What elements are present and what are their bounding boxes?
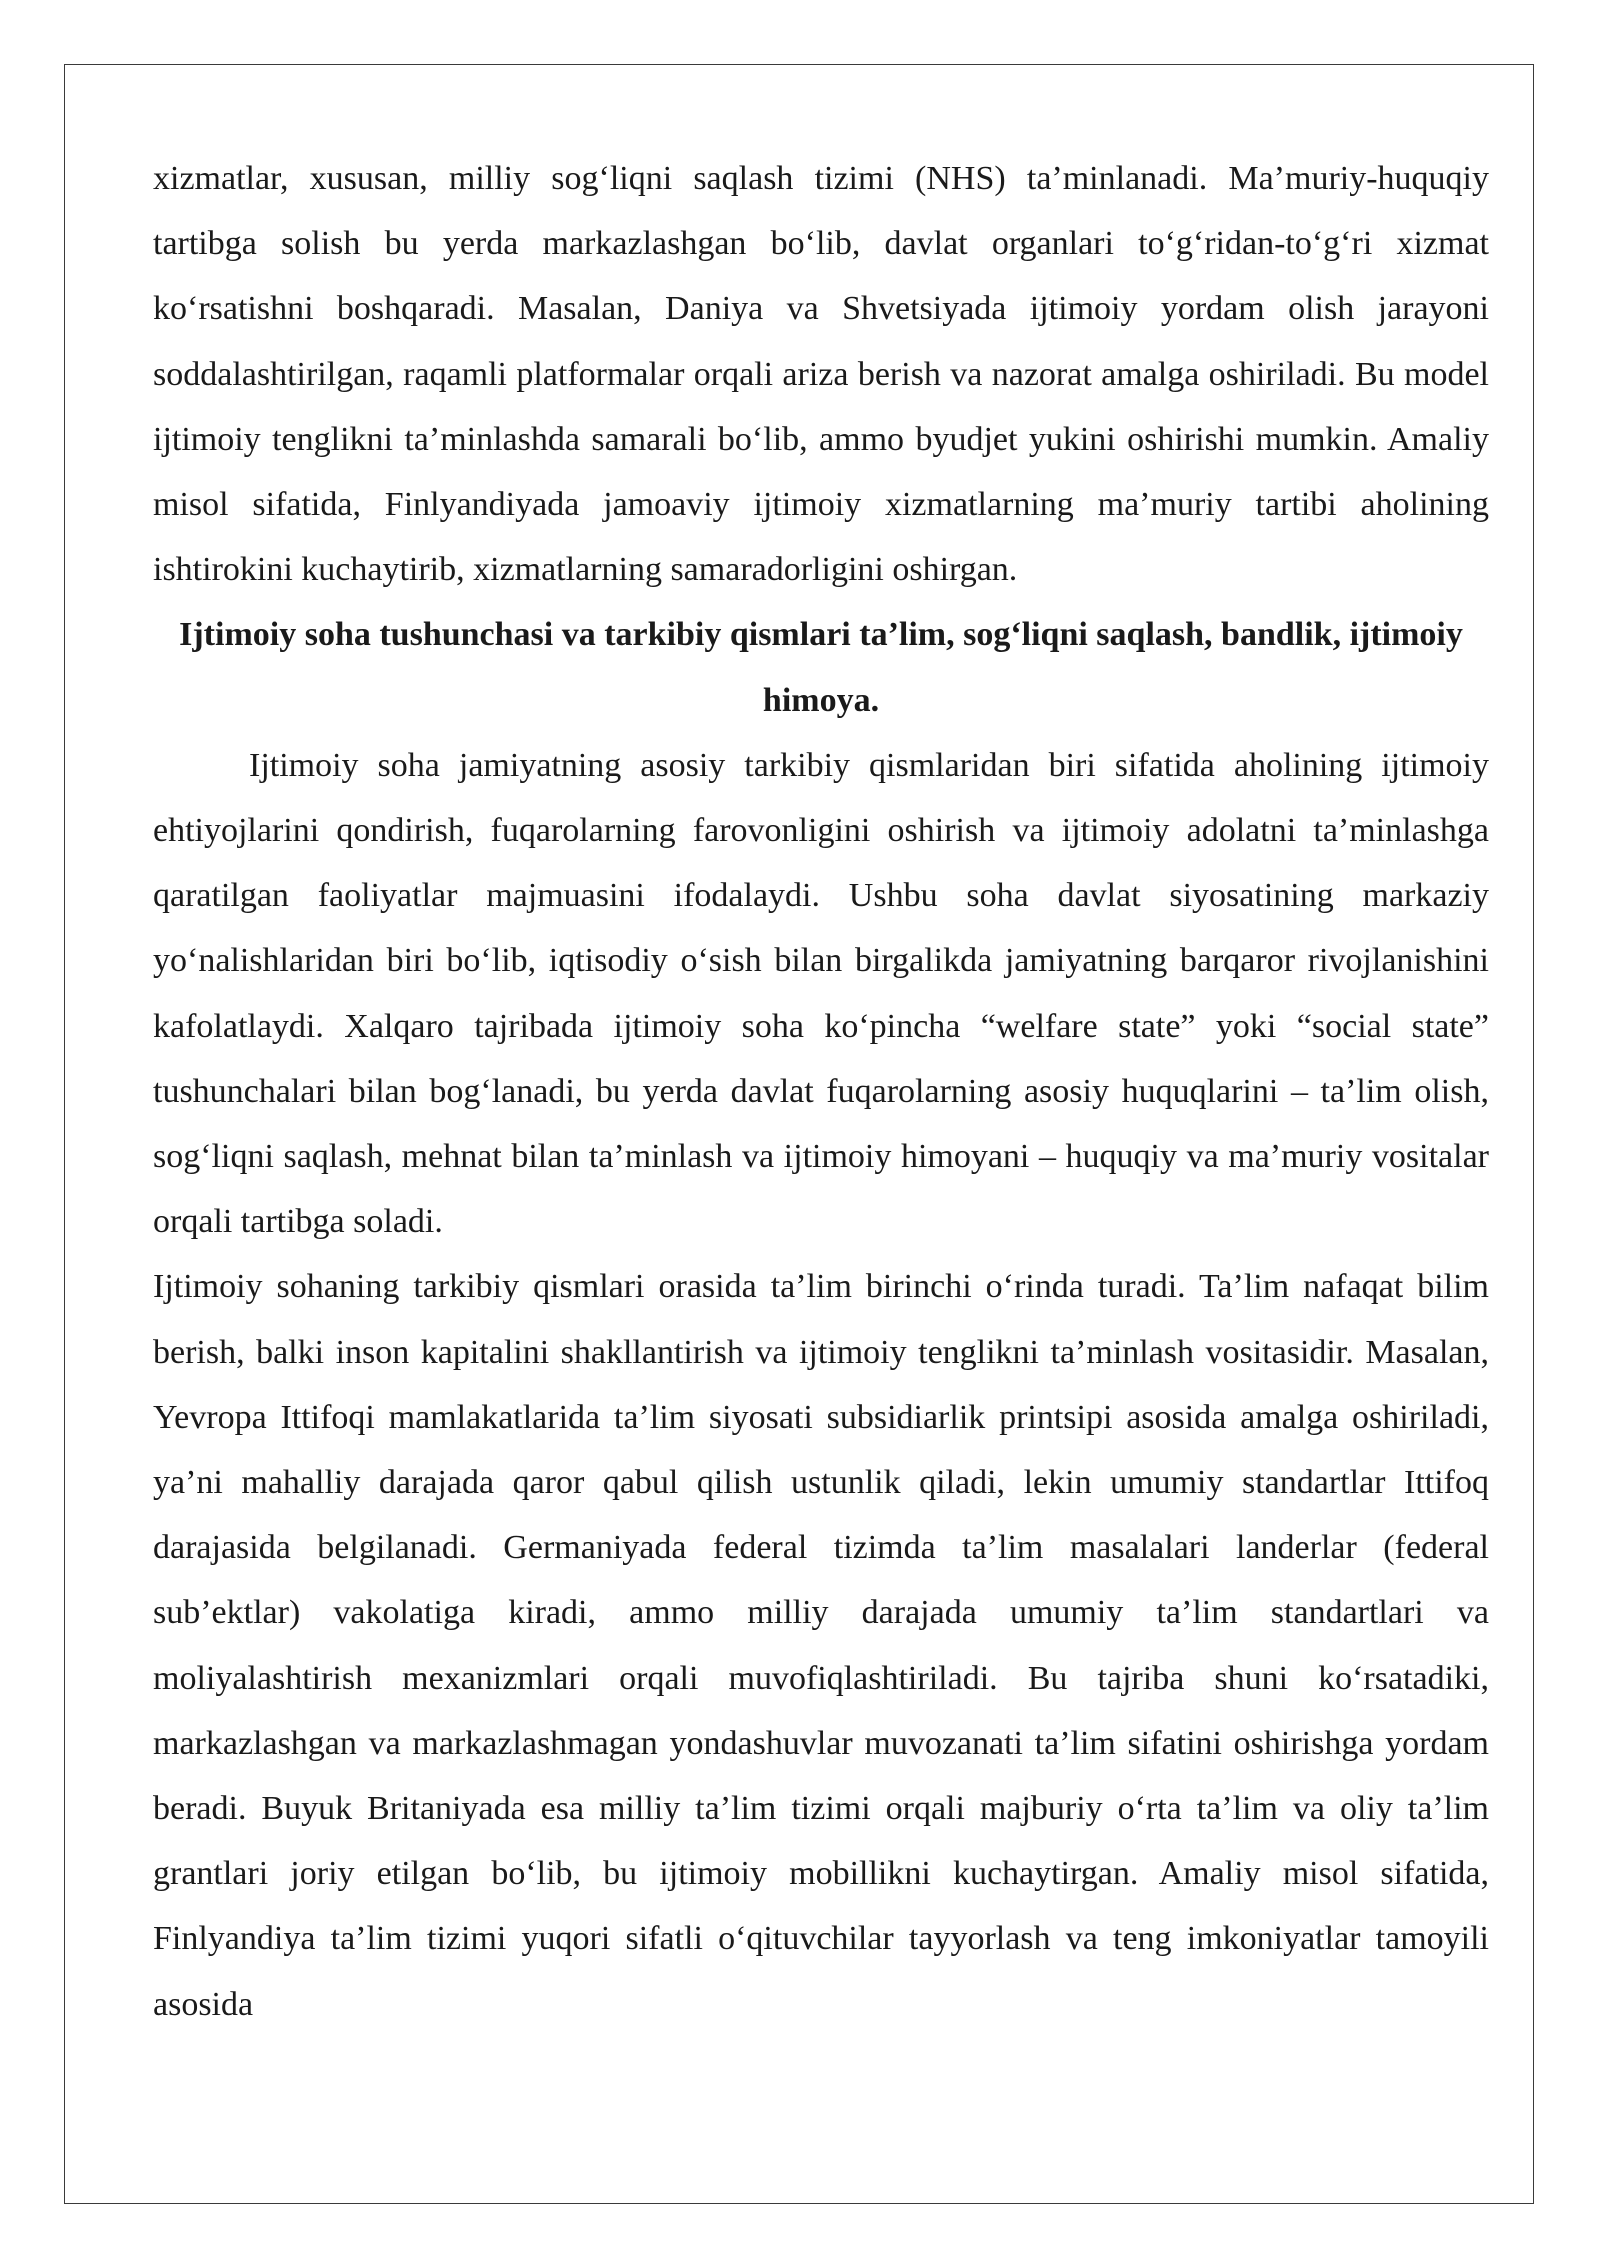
paragraph-education: Ijtimoiy sohaning tarkibiy qismlari orasida ta’lim birinchi o‘rinda turadi. Ta’lim nafaqat bilim berish, balki inson kapitalini shakllantirish va ijtimoiy tenglikni ta’minlash vositasidir. Masalan, Yevropa Ittifoqi mamlakatlarida ta’lim siyosati subsidiarlik printsipi asosida amalga oshiriladi, ya’ni mahalliy darajada qaror qabul qilish ustunlik qiladi, lekin umumiy standartlar Ittifoq darajasida belgilanadi. Germaniyada federal tizimda ta’lim masalalari landerlar (federal sub’ektlar) vakolatiga kiradi, ammo milliy darajada umumiy ta’lim standartlari va moliyalashtirish mexanizmlari orqali muvofiqlashtiriladi. Bu tajriba shuni ko‘rsatadiki, markazlashgan va markazlashmagan yondashuvlar muvozanati ta’lim sifatini oshirishga yordam beradi. Buyuk Britaniyada esa milliy ta’lim tizimi orqali majburiy o‘rta ta’lim va oliy ta’lim grantlari joriy etilgan bo‘lib, bu ijtimoiy mobillikni kuchaytirgan. Amaliy misol sifatida, Finlyandiya ta’lim tizimi yuqori sifatli o‘qituvchilar tayyorlash va teng imkoniyatlar tamoyili asosida — [153, 1268, 1489, 2023]
document-body — [153, 146, 1489, 2037]
paragraph-intro: Ijtimoiy soha jamiyatning asosiy tarkibiy qismlaridan biri sifatida aholining ijtimoiy ehtiyojlarini qondirish, fuqarolarning farovonligini oshirish va ijtimoiy adolatni ta’minlashga qaratilgan faoliyatlar majmuasini ifodalaydi. Ushbu soha davlat siyosatining markaziy yo‘nalishlaridan biri bo‘lib, iqtisodiy o‘sish bilan birgalikda jamiyatning barqaror rivojlanishini kafolatlaydi. Xalqaro tajribada ijtimoiy soha ko‘pincha “welfare state” yoki “social state” tushunchalari bilan bog‘lanadi, bu yerda davlat fuqarolarning asosiy huquqlarini – ta’lim olish, sog‘liqni saqlash, mehnat bilan ta’minlash va ijtimoiy himoyani – huquqiy va ma’muriy vositalar orqali tartibga soladi. — [153, 746, 1489, 1241]
paragraph-continued: xizmatlar, xususan, milliy sog‘liqni saqlash tizimi (NHS) ta’minlanadi. Ma’muriy-huquqiy tartibga solish bu yerda markazlashgan bo‘lib, davlat organlari to‘g‘ridan-to‘g‘ri xizmat ko‘rsatishni boshqaradi. Masalan, Daniya va Shvetsiyada ijtimoiy yordam olish jarayoni soddalashtirilgan, raqamli platformalar orqali ariza berish va nazorat amalga oshiriladi. Bu model ijtimoiy tenglikni ta’minlashda samarali bo‘lib, ammo byudjet yukini oshirishi mumkin. Amaliy misol sifatida, Finlyandiyada jamoaviy ijtimoiy xizmatlarning ma’muriy tartibi aholining ishtirokini kuchaytirib, xizmatlarning samaradorligini oshirgan. — [153, 160, 1489, 589]
section-heading: Ijtimoiy soha tushunchasi va tarkibiy qismlari ta’lim, sog‘liqni saqlash, bandlik, ijtimoiy himoya. — [179, 616, 1463, 719]
